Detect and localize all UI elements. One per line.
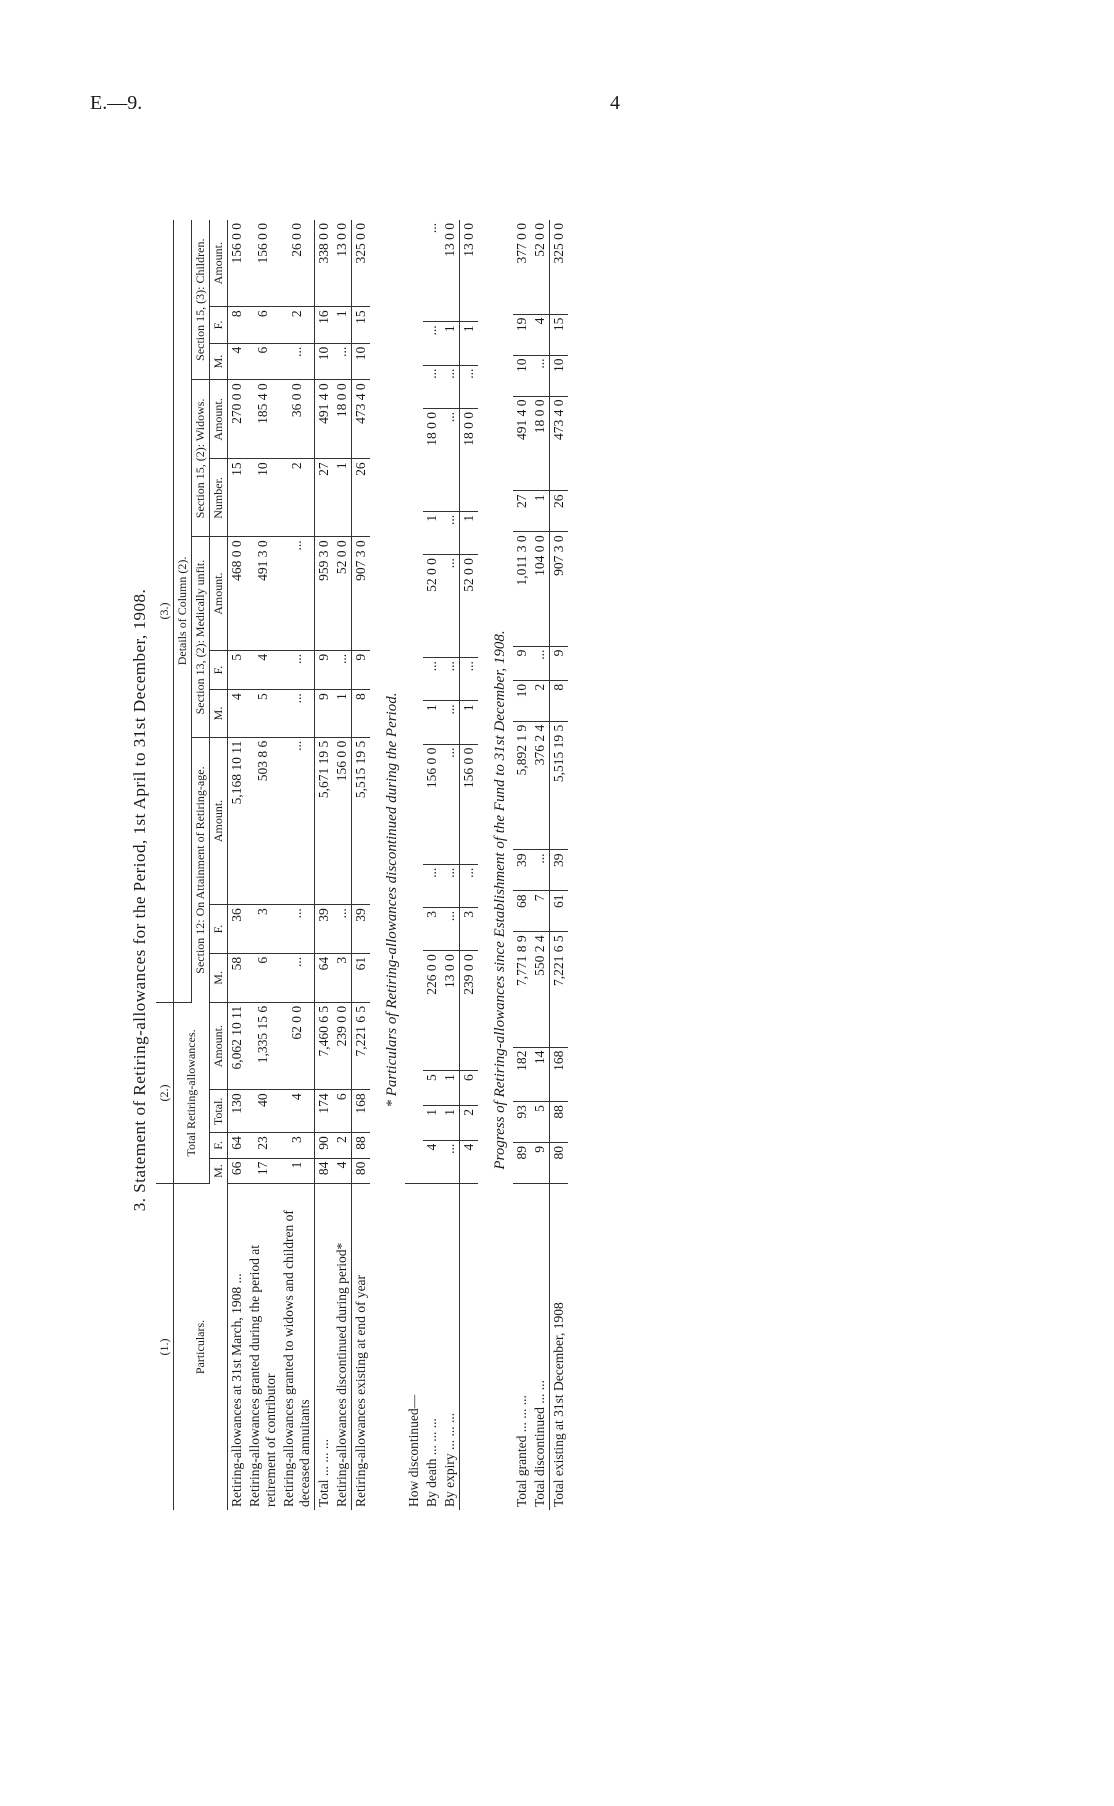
cell-s12a: 5,515 19 5: [550, 721, 569, 850]
table-row: [333, 220, 352, 1510]
cell-ta: 7,221 6 5: [550, 932, 569, 1047]
main-rows: [228, 220, 371, 1510]
how-discontinued-label: How discontinued—: [406, 1394, 421, 1507]
sec12-header: Section 12: On Attainment of Retiring-age.: [192, 737, 210, 1002]
cell-s15ca: 13 0 0: [460, 220, 479, 322]
cell-tf: 3: [280, 1133, 315, 1158]
col1-marker: (1.): [156, 1184, 174, 1511]
cell-s13f: ...: [423, 658, 441, 701]
cell-s13f: 9: [550, 646, 569, 680]
table-row: [513, 220, 531, 1510]
cell-s13a: 907 3 0: [352, 537, 371, 650]
cell-tm: 4: [460, 1140, 479, 1183]
cell-s15cm: ...: [423, 365, 441, 408]
cell-s15cf: 1: [333, 307, 352, 343]
cell-s12f: ...: [333, 905, 352, 954]
cell-tm: ...: [441, 1140, 460, 1183]
cell-s13m: ...: [441, 701, 460, 744]
discontinued-rows: [405, 220, 478, 1510]
cell-s15wn: 1: [333, 459, 352, 537]
cell-s13f: ...: [460, 658, 479, 701]
cell-s15ca: 156 0 0: [228, 220, 247, 307]
cell-s13m: 1: [460, 701, 479, 744]
cell-ta: 226 0 0: [423, 951, 441, 1071]
cell-s15ca: ...: [423, 220, 441, 322]
cell-tm: 17: [246, 1158, 280, 1183]
cell-tf: 88: [550, 1102, 569, 1143]
cell-tt: 5: [423, 1071, 441, 1106]
cell-s13f: 9: [315, 650, 334, 689]
cell-s15wa: 473 4 0: [352, 380, 371, 459]
row-label: Retiring-allowances existing at end of year: [352, 1184, 371, 1511]
cell-s12a: ...: [280, 737, 315, 904]
amount-header: Amount.: [210, 1002, 228, 1090]
m-header: M.: [210, 1158, 228, 1183]
cell-s13a: 52 0 0: [460, 555, 479, 658]
cell-s12m: 6: [246, 953, 280, 1002]
cell-s12a: 503 8 6: [246, 737, 280, 904]
cell-s13f: ...: [441, 658, 460, 701]
sec15w-header: Section 15, (2): Widows.: [192, 380, 210, 537]
cell-tf: 88: [352, 1133, 371, 1158]
cell-tm: 4: [423, 1140, 441, 1183]
cell-s15ca: 26 0 0: [280, 220, 315, 307]
table-row: [423, 220, 441, 1510]
sec15c-header: Section 15, (3): Children.: [192, 220, 210, 380]
cell-s13a: 52 0 0: [333, 537, 352, 650]
cell-s13m: 8: [352, 690, 371, 738]
cell-tf: 1: [423, 1106, 441, 1141]
cell-s12a: 376 2 4: [531, 721, 550, 850]
cell-s12f: 36: [228, 905, 247, 954]
amount-header: Amount.: [210, 737, 228, 904]
table-row: [352, 220, 371, 1510]
cell-s15ca: 156 0 0: [246, 220, 280, 307]
total-header: Total.: [210, 1090, 228, 1133]
table-row: [246, 220, 280, 1510]
cell-s13a: ...: [441, 555, 460, 658]
cell-s12m: ...: [441, 907, 460, 950]
cell-tf: 64: [228, 1133, 247, 1158]
cell-tm: 9: [531, 1143, 550, 1184]
cell-s15wn: 1: [531, 491, 550, 532]
cell-tm: 4: [333, 1158, 352, 1183]
cell-tt: 174: [315, 1090, 334, 1133]
cell-ta: 239 0 0: [333, 1002, 352, 1090]
cell-s15cf: 4: [531, 314, 550, 355]
progress-rows: [513, 220, 568, 1510]
cell-ta: 13 0 0: [441, 951, 460, 1071]
cell-s12a: 156 0 0: [333, 737, 352, 904]
page-header: [90, 92, 1030, 122]
cell-s12m: 64: [315, 953, 334, 1002]
cell-ta: 62 0 0: [280, 1002, 315, 1090]
cell-s12f: ...: [460, 864, 479, 907]
cell-s15wa: 18 0 0: [333, 380, 352, 459]
row-label: Retiring-allowances discontinued during period*: [334, 1242, 349, 1507]
cell-s12m: ...: [280, 953, 315, 1002]
particulars-header: Particulars.: [174, 1184, 228, 1511]
table-row: [228, 220, 247, 1510]
cell-tf: 1: [441, 1106, 460, 1141]
cell-s15wa: 18 0 0: [423, 408, 441, 511]
cell-ta: 550 2 4: [531, 932, 550, 1047]
cell-s12m: 3: [333, 953, 352, 1002]
cell-s13a: 907 3 0: [550, 532, 569, 646]
cell-s15wa: 491 4 0: [513, 396, 531, 491]
cell-s15wn: 2: [280, 459, 315, 537]
cell-tm: 1: [280, 1158, 315, 1183]
cell-s12m: 7: [531, 891, 550, 932]
cell-tt: 168: [352, 1090, 371, 1133]
cell-s15ca: 325 0 0: [352, 220, 371, 307]
cell-s15cf: 1: [460, 322, 479, 365]
cell-tm: 89: [513, 1143, 531, 1184]
cell-s15cm: 10: [550, 355, 569, 396]
cell-s12f: 39: [513, 850, 531, 891]
cell-tf: 93: [513, 1102, 531, 1143]
row-label: Total granted ... ... ...: [514, 1395, 529, 1507]
cell-s13m: 8: [550, 680, 569, 721]
cell-s12a: 156 0 0: [423, 744, 441, 864]
cell-s13a: 959 3 0: [315, 537, 334, 650]
f-header: F.: [210, 1133, 228, 1158]
table-row: [550, 220, 569, 1510]
cell-tt: 40: [246, 1090, 280, 1133]
row-label: Retiring-allowances granted to widows and children of deceased annuitants: [281, 1210, 312, 1507]
cell-tt: 1: [441, 1071, 460, 1106]
discontinued-table: [405, 220, 478, 1510]
cell-s13a: 491 3 0: [246, 537, 280, 650]
cell-s12m: 61: [352, 953, 371, 1002]
cell-tt: 6: [333, 1090, 352, 1133]
row-label: By death ... ... ...: [424, 1418, 439, 1507]
cell-s15wa: 270 0 0: [228, 380, 247, 459]
cell-s15ca: 325 0 0: [550, 220, 569, 314]
cell-s13a: 468 0 0: [228, 537, 247, 650]
m-header: M.: [210, 343, 228, 380]
cell-s15cf: 16: [315, 307, 334, 343]
cell-s15cm: 6: [246, 343, 280, 380]
cell-s15ca: 52 0 0: [531, 220, 550, 314]
cell-s13f: 9: [513, 646, 531, 680]
table-row: [315, 220, 334, 1510]
cell-tt: 14: [531, 1047, 550, 1101]
cell-s12f: ...: [280, 905, 315, 954]
cell-s12a: 5,168 10 11: [228, 737, 247, 904]
cell-ta: 1,335 15 6: [246, 1002, 280, 1090]
cell-tt: 130: [228, 1090, 247, 1133]
cell-s15wa: ...: [441, 408, 460, 511]
statement-title: 3. Statement of Retiring-allowances for the Period, 1st April to 31st December, 1908.: [130, 588, 149, 1212]
cell-s15wn: 27: [315, 459, 334, 537]
cell-s15wn: 1: [423, 511, 441, 554]
cell-s15wn: 10: [246, 459, 280, 537]
cell-s12a: 5,515 19 5: [352, 737, 371, 904]
amount-header: Amount.: [210, 537, 228, 650]
cell-tf: 90: [315, 1133, 334, 1158]
cell-s15cf: 15: [550, 314, 569, 355]
m-header: M.: [210, 690, 228, 738]
cell-s15ca: 377 0 0: [513, 220, 531, 314]
cell-s15cm: 10: [352, 343, 371, 380]
cell-s15cm: ...: [280, 343, 315, 380]
cell-s15wa: 491 4 0: [315, 380, 334, 459]
col3-marker: (3.): [156, 220, 174, 1002]
table-row: [460, 220, 479, 1510]
cell-s15ca: 338 0 0: [315, 220, 334, 307]
cell-s12f: ...: [441, 864, 460, 907]
cell-s13f: 4: [246, 650, 280, 689]
row-label: Retiring-allowances at 31st March, 1908 ...: [229, 1273, 244, 1507]
cell-s15wn: ...: [441, 511, 460, 554]
row-label: Total discontinued ... ...: [532, 1380, 547, 1507]
cell-s15cm: 10: [513, 355, 531, 396]
cell-s13a: 52 0 0: [423, 555, 441, 658]
number-header: Number.: [210, 459, 228, 537]
cell-s13m: ...: [280, 690, 315, 738]
cell-s13m: 4: [228, 690, 247, 738]
row-label: By expiry ... ... ...: [442, 1412, 457, 1507]
cell-s12f: ...: [531, 850, 550, 891]
cell-s15cf: 6: [246, 307, 280, 343]
cell-s15cm: 10: [315, 343, 334, 380]
cell-ta: 7,771 8 9: [513, 932, 531, 1047]
cell-ta: 7,221 6 5: [352, 1002, 371, 1090]
cell-s15ca: 13 0 0: [333, 220, 352, 307]
table-row: [441, 220, 460, 1510]
cell-s12f: 3: [246, 905, 280, 954]
cell-s15cf: 2: [280, 307, 315, 343]
cell-tt: 4: [280, 1090, 315, 1133]
cell-s12f: 39: [550, 850, 569, 891]
cell-ta: 7,460 6 5: [315, 1002, 334, 1090]
cell-s12m: 3: [460, 907, 479, 950]
cell-s15cf: 19: [513, 314, 531, 355]
f-header: F.: [210, 905, 228, 954]
progress-heading: Progress of Retiring-allowances since Establishment of the Fund to 31st December, 1908.: [492, 630, 508, 1170]
cell-s15cm: ...: [441, 365, 460, 408]
m-header: M.: [210, 953, 228, 1002]
cell-s15wn: 27: [513, 491, 531, 532]
cell-s15wa: 18 0 0: [531, 396, 550, 491]
cell-ta: 6,062 10 11: [228, 1002, 247, 1090]
cell-s13f: ...: [333, 650, 352, 689]
cell-s12m: 58: [228, 953, 247, 1002]
cell-s12a: 5,892 1 9: [513, 721, 531, 850]
cell-s12a: 156 0 0: [460, 744, 479, 864]
cell-tm: 84: [315, 1158, 334, 1183]
discontinued-heading: * Particulars of Retiring-allowances discontinued during the Period.: [384, 692, 400, 1108]
cell-s15wa: 185 4 0: [246, 380, 280, 459]
amount-header: Amount.: [210, 380, 228, 459]
document-reference: E.—9.: [90, 92, 143, 114]
cell-s12f: 39: [352, 905, 371, 954]
cell-s13f: 9: [352, 650, 371, 689]
cell-tm: 66: [228, 1158, 247, 1183]
cell-s13f: ...: [531, 646, 550, 680]
cell-tt: 182: [513, 1047, 531, 1101]
cell-tf: 2: [333, 1133, 352, 1158]
cell-s13m: 9: [315, 690, 334, 738]
cell-s13f: 5: [228, 650, 247, 689]
cell-s15wa: 473 4 0: [550, 396, 569, 491]
cell-s13m: 2: [531, 680, 550, 721]
amount-header: Amount.: [210, 220, 228, 307]
cell-s15wn: 1: [460, 511, 479, 554]
f-header: F.: [210, 650, 228, 689]
cell-tf: 2: [460, 1106, 479, 1141]
table-row: [280, 220, 315, 1510]
row-label: Total ... ... ...: [315, 1184, 334, 1511]
sec13-header: Section 13, (2): Medically unfit.: [192, 537, 210, 737]
cell-ta: 239 0 0: [460, 951, 479, 1071]
cell-s15wa: 18 0 0: [460, 408, 479, 511]
cell-s15cm: ...: [333, 343, 352, 380]
cell-s13a: 1,011 3 0: [513, 532, 531, 646]
cell-s13f: ...: [280, 650, 315, 689]
cell-s15wn: 26: [352, 459, 371, 537]
table-row: [531, 220, 550, 1510]
cell-s12m: 68: [513, 891, 531, 932]
statement-table: [156, 220, 370, 1510]
cell-s12a: 5,671 19 5: [315, 737, 334, 904]
cell-tt: 168: [550, 1047, 569, 1101]
cell-tm: 80: [352, 1158, 371, 1183]
cell-tt: 6: [460, 1071, 479, 1106]
cell-s12f: 39: [315, 905, 334, 954]
cell-s13m: 10: [513, 680, 531, 721]
f-header: F.: [210, 307, 228, 343]
cell-s13a: 104 0 0: [531, 532, 550, 646]
cell-s13m: 5: [246, 690, 280, 738]
rotated-statement: [130, 130, 990, 1670]
cell-s12f: ...: [423, 864, 441, 907]
cell-s15cf: 8: [228, 307, 247, 343]
row-label: Retiring-allowances granted during the period at retirement of contributor: [247, 1244, 278, 1507]
cell-s15wa: 36 0 0: [280, 380, 315, 459]
cell-tf: 23: [246, 1133, 280, 1158]
cell-s15cm: 4: [228, 343, 247, 380]
cell-s15cm: ...: [531, 355, 550, 396]
page-number: 4: [610, 92, 620, 114]
cell-s15cm: ...: [460, 365, 479, 408]
col2-marker: (2.): [156, 1002, 174, 1183]
cell-s15ca: 13 0 0: [441, 220, 460, 322]
cell-tf: 5: [531, 1102, 550, 1143]
progress-table: [513, 220, 568, 1510]
cell-s15wn: 15: [228, 459, 247, 537]
cell-s15wn: 26: [550, 491, 569, 532]
row-label: [460, 1184, 479, 1511]
cell-s12m: 3: [423, 907, 441, 950]
cell-s13m: 1: [333, 690, 352, 738]
cell-s13m: 1: [423, 701, 441, 744]
cell-s13a: ...: [280, 537, 315, 650]
details-header: Details of Column (2).: [174, 220, 192, 1002]
cell-s15cf: ...: [423, 322, 441, 365]
cell-s15cf: 15: [352, 307, 371, 343]
total-retiring-header: Total Retiring-allowances.: [174, 1002, 210, 1183]
cell-s12a: ...: [441, 744, 460, 864]
cell-s15cf: 1: [441, 322, 460, 365]
row-label: Total existing at 31st December, 1908: [550, 1184, 569, 1511]
cell-s12m: 61: [550, 891, 569, 932]
cell-tm: 80: [550, 1143, 569, 1184]
